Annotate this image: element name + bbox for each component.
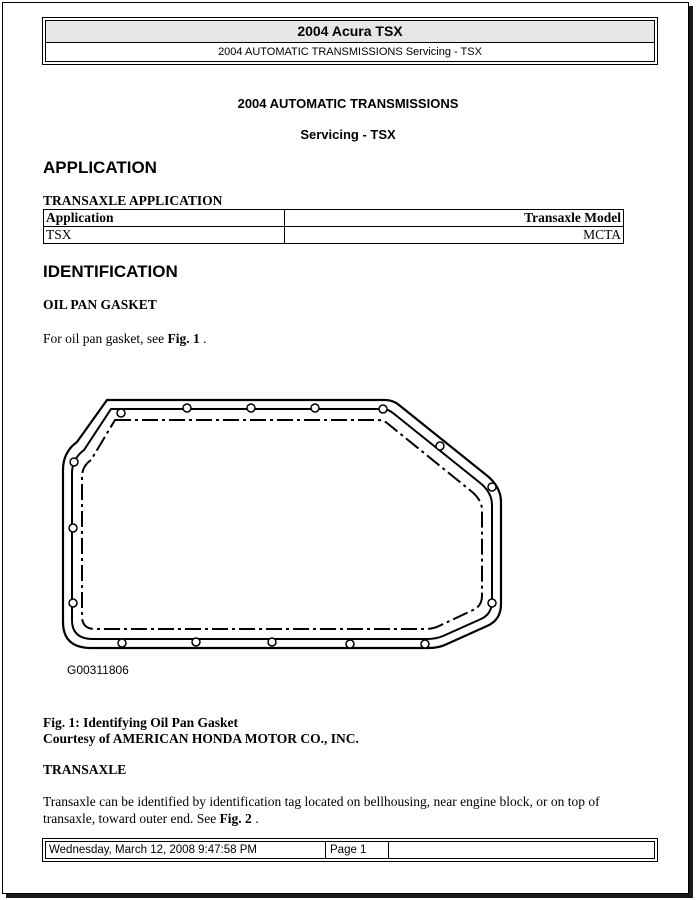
document-title: 2004 AUTOMATIC TRANSMISSIONS — [237, 96, 459, 111]
transaxle-application-heading: TRANSAXLE APPLICATION — [43, 193, 223, 208]
figure-code: G00311806 — [67, 663, 129, 677]
application-table — [43, 209, 624, 244]
footer-blank-cell — [389, 842, 654, 858]
figure-caption: Fig. 1: Identifying Oil Pan Gasket — [43, 715, 239, 730]
header-title: 2004 Acura TSX — [46, 21, 654, 43]
footer-page-number: Page 1 — [326, 842, 389, 858]
figure-courtesy: Courtesy of AMERICAN HONDA MOTOR CO., INC. — [43, 731, 359, 746]
table-row — [44, 227, 624, 244]
oil-pan-gasket-figure — [55, 392, 515, 662]
transaxle-text-end: . — [251, 811, 259, 826]
document-subtitle: Servicing - TSX — [300, 127, 396, 142]
transaxle-text: Transaxle can be identified by identification tag located on bellhousing, near engine block, or on top of transaxle, toward outer end. See — [43, 794, 600, 826]
table-cell-application: TSX — [44, 227, 285, 244]
footer-date: Wednesday, March 12, 2008 9:47:58 PM — [46, 842, 326, 858]
table-cell-transaxle-model: MCTA — [285, 227, 624, 244]
transaxle-paragraph — [43, 793, 643, 827]
oil-pan-text: For oil pan gasket, see — [43, 331, 168, 346]
oil-pan-paragraph — [43, 330, 643, 347]
oil-pan-text-end: . — [199, 331, 207, 346]
application-heading: APPLICATION — [43, 158, 157, 177]
table-header-transaxle-model: Transaxle Model — [285, 210, 624, 227]
transaxle-heading: TRANSAXLE — [43, 762, 127, 777]
table-header-application: Application — [44, 210, 285, 227]
fig-1-reference[interactable]: Fig. 1 — [167, 331, 200, 346]
fig-2-reference[interactable]: Fig. 2 — [219, 811, 252, 826]
table-header-row — [44, 210, 624, 227]
page-footer — [42, 838, 658, 862]
page-header — [42, 17, 658, 65]
oil-pan-gasket-drawing — [55, 392, 515, 662]
identification-heading: IDENTIFICATION — [43, 262, 178, 281]
oil-pan-gasket-heading: OIL PAN GASKET — [43, 297, 157, 312]
header-subtitle: 2004 AUTOMATIC TRANSMISSIONS Servicing - TSX — [218, 46, 482, 58]
